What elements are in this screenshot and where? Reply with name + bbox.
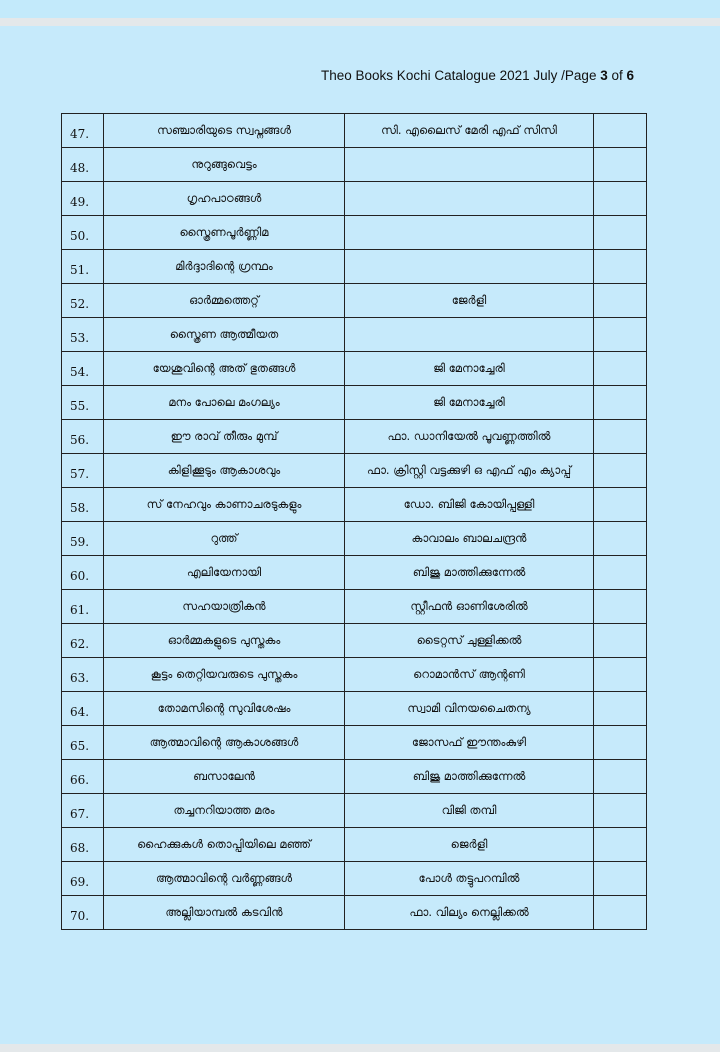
- book-author: [345, 182, 594, 216]
- table-row: [62, 692, 647, 726]
- catalogue-table-body: [62, 114, 647, 930]
- row-number: 69.: [62, 862, 104, 896]
- book-title: സഹയാത്രികൻ: [104, 590, 345, 624]
- header-of: of: [607, 68, 627, 83]
- extra-cell: [594, 692, 647, 726]
- header-page-number: 3: [600, 68, 608, 83]
- extra-cell: [594, 590, 647, 624]
- book-author: സ്റ്റീഫൻ ഓണിശേരിൽ: [345, 590, 594, 624]
- book-author: ജോസഫ് ഈന്തംകുഴി: [345, 726, 594, 760]
- extra-cell: [594, 216, 647, 250]
- row-number: 62.: [62, 624, 104, 658]
- book-author: [345, 250, 594, 284]
- extra-cell: [594, 386, 647, 420]
- catalogue-table: [61, 113, 647, 930]
- book-title: മിർദ്ദാദിന്റെ ഗ്രന്ഥം: [104, 250, 345, 284]
- book-title: ഈ രാവ് തീരും മുമ്പ്: [104, 420, 345, 454]
- book-title: സ്ത്രൈണ ആത്മീയത: [104, 318, 345, 352]
- book-title: സ് നേഹവും കാണാചരടുകളും: [104, 488, 345, 522]
- book-title: സ്ത്രൈണപൂർണ്ണിമ: [104, 216, 345, 250]
- row-number: 67.: [62, 794, 104, 828]
- book-author: ഫാ. വില്യം നെല്ലിക്കൽ: [345, 896, 594, 930]
- book-title: യേശുവിന്റെ അത് ഭുതങ്ങൾ: [104, 352, 345, 386]
- table-row: [62, 148, 647, 182]
- book-title: ആത്മാവിന്റെ ആകാശങ്ങൾ: [104, 726, 345, 760]
- extra-cell: [594, 182, 647, 216]
- table-row: [62, 454, 647, 488]
- book-author: ഡോ. ബിജി കോയിപ്പള്ളി: [345, 488, 594, 522]
- row-number: 56.: [62, 420, 104, 454]
- header-title: Theo Books Kochi Catalogue 2021 July /Page: [321, 68, 601, 83]
- book-author: ഫാ. ഡാനിയേൽ പൂവണ്ണത്തിൽ: [345, 420, 594, 454]
- row-number: 57.: [62, 454, 104, 488]
- page-header: [0, 68, 634, 83]
- book-title: ഹൈക്കുകൾ തൊപ്പിയിലെ മഞ്ഞ്: [104, 828, 345, 862]
- book-author: ജെർളി: [345, 828, 594, 862]
- table-row: [62, 726, 647, 760]
- table-row: [62, 556, 647, 590]
- extra-cell: [594, 522, 647, 556]
- row-number: 59.: [62, 522, 104, 556]
- table-row: [62, 862, 647, 896]
- row-number: 47.: [62, 114, 104, 148]
- book-author: സ്വാമി വിനയചൈതന്യ: [345, 692, 594, 726]
- row-number: 68.: [62, 828, 104, 862]
- row-number: 60.: [62, 556, 104, 590]
- extra-cell: [594, 862, 647, 896]
- book-author: [345, 148, 594, 182]
- row-number: 54.: [62, 352, 104, 386]
- extra-cell: [594, 794, 647, 828]
- table-row: [62, 352, 647, 386]
- book-author: ബിജു മാത്തിക്കുന്നേൽ: [345, 760, 594, 794]
- table-row: [62, 624, 647, 658]
- book-author: പോൾ തട്ടുപറമ്പിൽ: [345, 862, 594, 896]
- book-author: ബിജു മാത്തിക്കുന്നേൽ: [345, 556, 594, 590]
- extra-cell: [594, 488, 647, 522]
- table-row: [62, 658, 647, 692]
- book-author: [345, 216, 594, 250]
- extra-cell: [594, 896, 647, 930]
- row-number: 70.: [62, 896, 104, 930]
- row-number: 58.: [62, 488, 104, 522]
- row-number: 55.: [62, 386, 104, 420]
- book-author: ഫാ. ക്രിസ്റ്റി വട്ടക്കുഴി ഒ എഫ് എം ക്യാപ്പ്: [345, 454, 594, 488]
- table-row: [62, 420, 647, 454]
- book-title: എലിയേനായി: [104, 556, 345, 590]
- table-row: [62, 250, 647, 284]
- table-row: [62, 386, 647, 420]
- extra-cell: [594, 420, 647, 454]
- book-title: നുറുങ്ങുവെട്ടം: [104, 148, 345, 182]
- extra-cell: [594, 454, 647, 488]
- book-title: ഗൃഹപാഠങ്ങൾ: [104, 182, 345, 216]
- table-row: [62, 828, 647, 862]
- book-author: കാവാലം ബാലചന്ദ്രൻ: [345, 522, 594, 556]
- extra-cell: [594, 760, 647, 794]
- extra-cell: [594, 658, 647, 692]
- book-author: ജേർളി: [345, 284, 594, 318]
- row-number: 63.: [62, 658, 104, 692]
- table-row: [62, 114, 647, 148]
- row-number: 51.: [62, 250, 104, 284]
- table-row: [62, 488, 647, 522]
- book-title: അല്ലിയാമ്പൽ കടവിൻ: [104, 896, 345, 930]
- book-author: റൊമാൻസ് ആന്റണി: [345, 658, 594, 692]
- row-number: 50.: [62, 216, 104, 250]
- table-row: [62, 522, 647, 556]
- extra-cell: [594, 556, 647, 590]
- top-strip: [0, 0, 720, 18]
- extra-cell: [594, 148, 647, 182]
- book-author: [345, 318, 594, 352]
- book-author: വിജി തമ്പി: [345, 794, 594, 828]
- book-author: ജി മേനാച്ചേരി: [345, 386, 594, 420]
- row-number: 64.: [62, 692, 104, 726]
- book-title: റുത്ത്: [104, 522, 345, 556]
- book-title: ഓർമ്മകളുടെ പുസ്തകം: [104, 624, 345, 658]
- table-row: [62, 318, 647, 352]
- extra-cell: [594, 250, 647, 284]
- book-title: തോമസിന്റെ സുവിശേഷം: [104, 692, 345, 726]
- table-row: [62, 284, 647, 318]
- book-title: സഞ്ചാരിയുടെ സ്വപ്നങ്ങൾ: [104, 114, 345, 148]
- book-title: ഓർമ്മത്തെറ്റ്: [104, 284, 345, 318]
- book-title: തച്ചനറിയാത്ത മരം: [104, 794, 345, 828]
- row-number: 49.: [62, 182, 104, 216]
- table-row: [62, 896, 647, 930]
- extra-cell: [594, 114, 647, 148]
- table-row: [62, 590, 647, 624]
- extra-cell: [594, 352, 647, 386]
- table-row: [62, 182, 647, 216]
- table-row: [62, 794, 647, 828]
- book-author: ജി മേനാച്ചേരി: [345, 352, 594, 386]
- book-title: മനം പോലെ മംഗല്യം: [104, 386, 345, 420]
- row-number: 66.: [62, 760, 104, 794]
- book-title: ബസാലേൻ: [104, 760, 345, 794]
- book-title: കിളിക്കൂടും ആകാശവും: [104, 454, 345, 488]
- book-author: ടൈറ്റസ് ചുള്ളിക്കൽ: [345, 624, 594, 658]
- table-row: [62, 216, 647, 250]
- book-title: കൂട്ടം തെറ്റിയവരുടെ പുസ്തകം: [104, 658, 345, 692]
- row-number: 65.: [62, 726, 104, 760]
- row-number: 48.: [62, 148, 104, 182]
- extra-cell: [594, 318, 647, 352]
- book-title: ആത്മാവിന്റെ വർണ്ണങ്ങൾ: [104, 862, 345, 896]
- row-number: 61.: [62, 590, 104, 624]
- row-number: 52.: [62, 284, 104, 318]
- row-number: 53.: [62, 318, 104, 352]
- extra-cell: [594, 828, 647, 862]
- book-author: സി. എലൈസ് മേരി എഫ് സിസി: [345, 114, 594, 148]
- extra-cell: [594, 726, 647, 760]
- extra-cell: [594, 624, 647, 658]
- extra-cell: [594, 284, 647, 318]
- table-row: [62, 760, 647, 794]
- header-total-pages: 6: [626, 68, 634, 83]
